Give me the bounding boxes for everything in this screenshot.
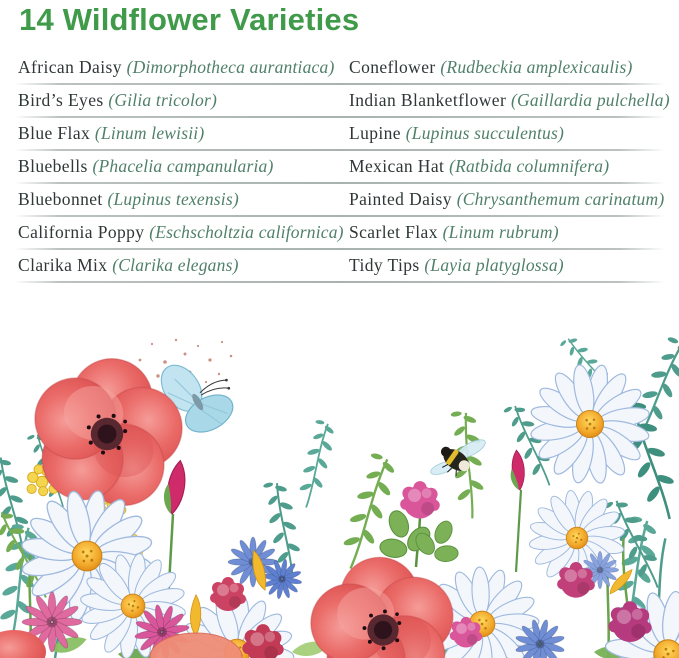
latin-name: (Dimorphotheca aurantiaca) [126,57,335,77]
variety-item [0,222,349,250]
variety-row [0,118,679,151]
common-name: Mexican Hat [349,156,445,176]
common-name: Indian Blanketflower [349,90,507,110]
latin-name: (Lupinus succulentus) [405,123,565,143]
latin-name: (Chrysanthemum carinatum) [456,189,665,209]
variety-item [349,123,679,151]
latin-name: (Gilia tricolor) [108,90,218,110]
variety-row [0,250,679,283]
variety-item [349,222,679,250]
variety-row [0,184,679,217]
variety-row [0,217,679,250]
common-name: California Poppy [18,222,145,242]
common-name: Scarlet Flax [349,222,438,242]
variety-item [0,189,349,217]
wildflower-varieties-page [0,2,679,658]
varieties-list [0,52,679,283]
latin-name: (Linum lewisii) [94,123,205,143]
variety-item [0,255,349,283]
latin-name: (Layia platyglossa) [424,255,564,275]
variety-item [349,57,679,85]
common-name: Tidy Tips [349,255,420,275]
latin-name: (Ratbida columnifera) [449,156,610,176]
common-name: Bluebonnet [18,189,103,209]
wildflower-illustration [0,332,679,658]
variety-item [0,57,349,85]
variety-item [0,123,349,151]
common-name: Painted Daisy [349,189,452,209]
latin-name: (Linum rubrum) [442,222,559,242]
variety-item [349,189,679,217]
latin-name: (Lupinus texensis) [107,189,239,209]
latin-name: (Eschscholtzia californica) [149,222,344,242]
crimson-bud [507,449,527,572]
variety-item [0,156,349,184]
common-name: Bluebells [18,156,88,176]
latin-name: (Clarika elegans) [112,255,239,275]
latin-name: (Rudbeckia amplexicaulis) [440,57,633,77]
variety-item [349,255,679,283]
common-name: Bird’s Eyes [18,90,104,110]
page-title: 14 Wildflower Varieties [19,2,360,37]
variety-item [349,156,679,184]
common-name: African Daisy [18,57,122,77]
variety-row [0,85,679,118]
variety-item [0,90,349,118]
latin-name: (Phacelia campanularia) [92,156,274,176]
variety-row [0,52,679,85]
variety-item [349,90,679,118]
variety-row [0,151,679,184]
common-name: Lupine [349,123,401,143]
latin-name: (Gaillardia pulchella) [510,90,670,110]
common-name: Clarika Mix [18,255,108,275]
common-name: Coneflower [349,57,436,77]
common-name: Blue Flax [18,123,91,143]
